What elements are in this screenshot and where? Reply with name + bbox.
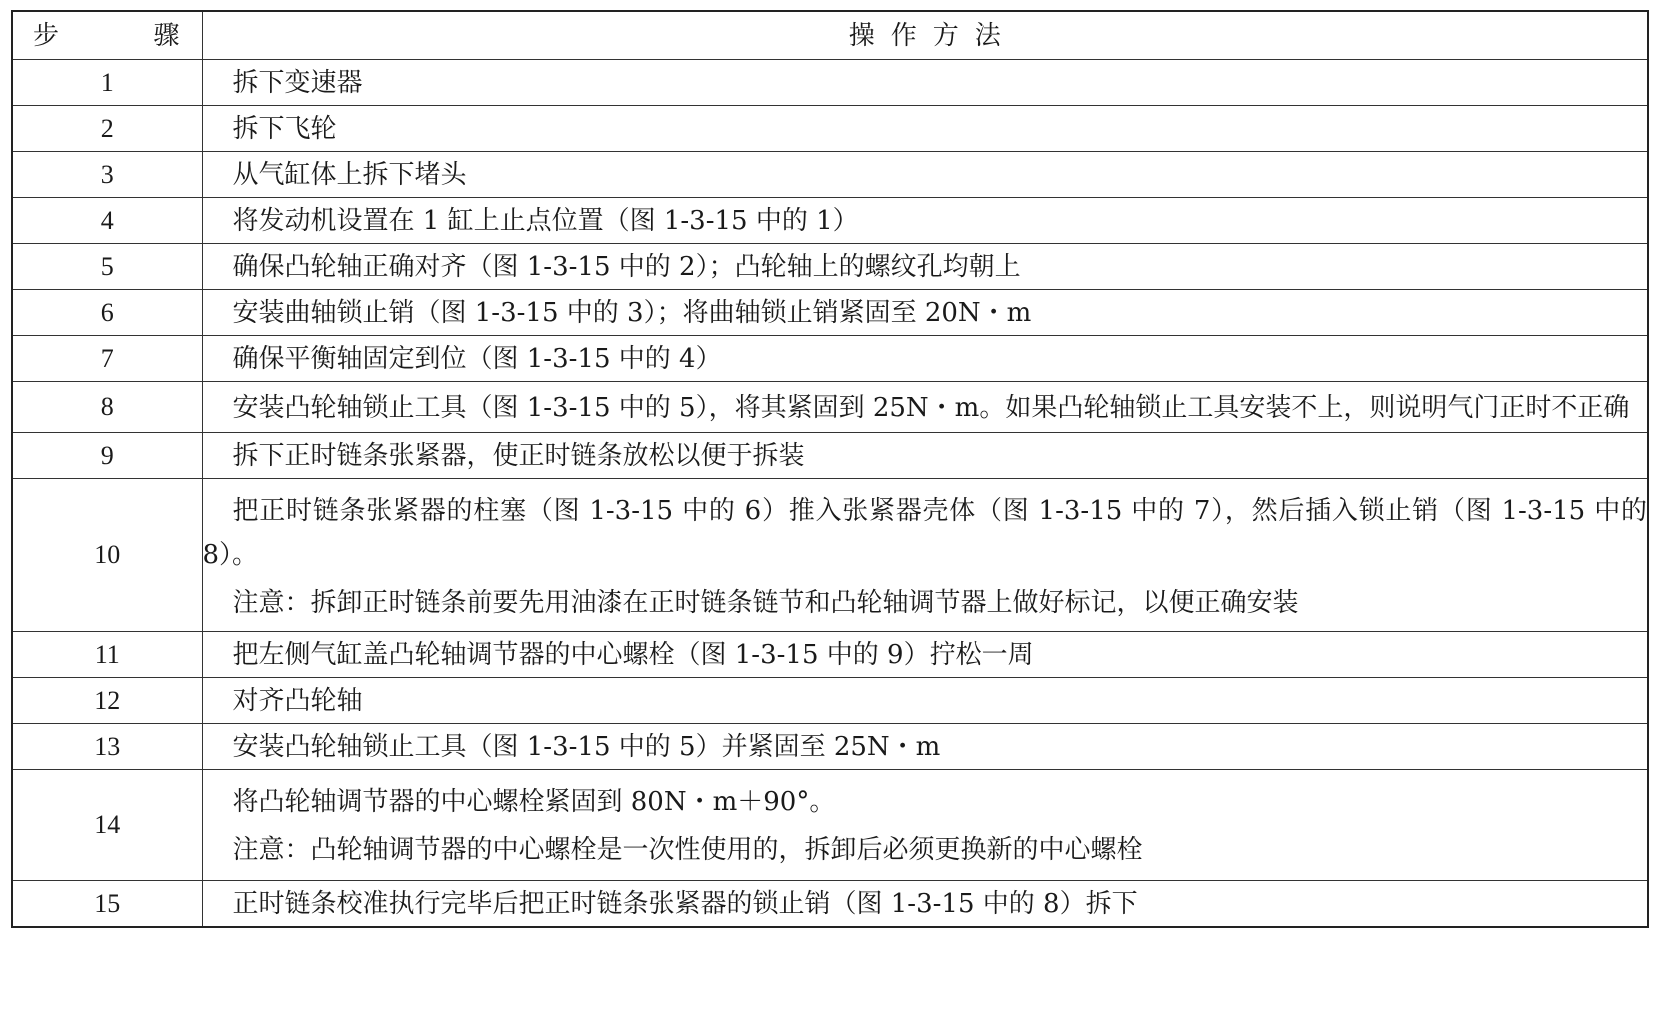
- step-number: 8: [12, 382, 202, 433]
- header-step-right: 骤: [153, 20, 180, 51]
- step-number: 5: [12, 244, 202, 290]
- step-number: 7: [12, 336, 202, 382]
- method-text: 对齐凸轮轴: [232, 685, 363, 716]
- step-method: [202, 632, 1648, 678]
- table-row: [12, 106, 1648, 152]
- table-row: [12, 479, 1648, 632]
- step-method: [202, 678, 1648, 724]
- step-number: 9: [12, 433, 202, 479]
- method-text: 安装凸轮轴锁止工具（图 1-3-15 中的 5）并紧固至 25N・m: [232, 731, 941, 762]
- method-text: 拆下飞轮: [232, 113, 337, 144]
- table-row: [12, 290, 1648, 336]
- table-row: [12, 152, 1648, 198]
- step-method: [202, 60, 1648, 106]
- table-row: [12, 336, 1648, 382]
- method-text: 从气缸体上拆下堵头: [232, 159, 467, 190]
- method-note: 注意：拆卸正时链条前要先用油漆在正时链条链节和凸轮轴调节器上做好标记，以便正确安装: [232, 588, 1299, 618]
- step-number: 3: [12, 152, 202, 198]
- step-method: [202, 881, 1648, 928]
- procedure-sheet: [11, 10, 1647, 928]
- method-text: 确保凸轮轴正确对齐（图 1-3-15 中的 2）；凸轮轴上的螺纹孔均朝上: [232, 251, 1021, 282]
- step-number: 14: [12, 770, 202, 881]
- step-number: 12: [12, 678, 202, 724]
- method-text: 把左侧气缸盖凸轮轴调节器的中心螺栓（图 1-3-15 中的 9）拧松一周: [232, 639, 1034, 670]
- step-number: 1: [12, 60, 202, 106]
- step-method: [202, 336, 1648, 382]
- table-row: [12, 244, 1648, 290]
- step-method: [202, 479, 1648, 632]
- step-number: 13: [12, 724, 202, 770]
- method-text: 将凸轮轴调节器的中心螺栓紧固到 80N・m＋90°。: [232, 787, 836, 817]
- table-row: [12, 198, 1648, 244]
- step-number: 6: [12, 290, 202, 336]
- step-method: [202, 152, 1648, 198]
- step-method: [202, 106, 1648, 152]
- table-row: [12, 724, 1648, 770]
- procedure-table: [11, 10, 1649, 928]
- step-method: [202, 198, 1648, 244]
- step-method: [202, 290, 1648, 336]
- table-header-row: [12, 11, 1648, 60]
- step-method: [202, 770, 1648, 881]
- table-row: [12, 881, 1648, 928]
- step-number: 15: [12, 881, 202, 928]
- step-number: 10: [12, 479, 202, 632]
- step-method: [202, 724, 1648, 770]
- method-text: 正时链条校准执行完毕后把正时链条张紧器的锁止销（图 1-3-15 中的 8）拆下: [232, 888, 1138, 919]
- table-row: [12, 382, 1648, 433]
- method-text: 把正时链条张紧器的柱塞（图 1-3-15 中的 6）推入张紧器壳体（图 1-3-15 中的 7），然后插入锁止销（图 1-3-15 中的 8）。: [202, 496, 1647, 570]
- header-step-left: 步: [33, 20, 60, 51]
- method-text: 安装曲轴锁止销（图 1-3-15 中的 3）；将曲轴锁止销紧固至 20N・m: [232, 297, 1032, 328]
- method-text: 安装凸轮轴锁止工具（图 1-3-15 中的 5），将其紧固到 25N・m。如果凸轮轴锁止工具安装不上，则说明气门正时不正确: [232, 393, 1630, 423]
- step-number: 2: [12, 106, 202, 152]
- method-text: 确保平衡轴固定到位（图 1-3-15 中的 4）: [232, 343, 722, 374]
- header-method: 操作方法: [202, 11, 1648, 60]
- step-method: [202, 433, 1648, 479]
- table-row: [12, 770, 1648, 881]
- step-number: 11: [12, 632, 202, 678]
- header-step: [12, 11, 202, 60]
- method-text: 拆下正时链条张紧器，使正时链条放松以便于拆装: [232, 440, 805, 471]
- method-text: 拆下变速器: [232, 67, 363, 98]
- step-method: [202, 244, 1648, 290]
- method-note: 注意：凸轮轴调节器的中心螺栓是一次性使用的，拆卸后必须更换新的中心螺栓: [232, 835, 1143, 865]
- step-number: 4: [12, 198, 202, 244]
- table-row: [12, 678, 1648, 724]
- table-row: [12, 60, 1648, 106]
- table-row: [12, 632, 1648, 678]
- step-method: [202, 382, 1648, 433]
- method-text: 将发动机设置在 1 缸上止点位置（图 1-3-15 中的 1）: [232, 205, 859, 236]
- table-row: [12, 433, 1648, 479]
